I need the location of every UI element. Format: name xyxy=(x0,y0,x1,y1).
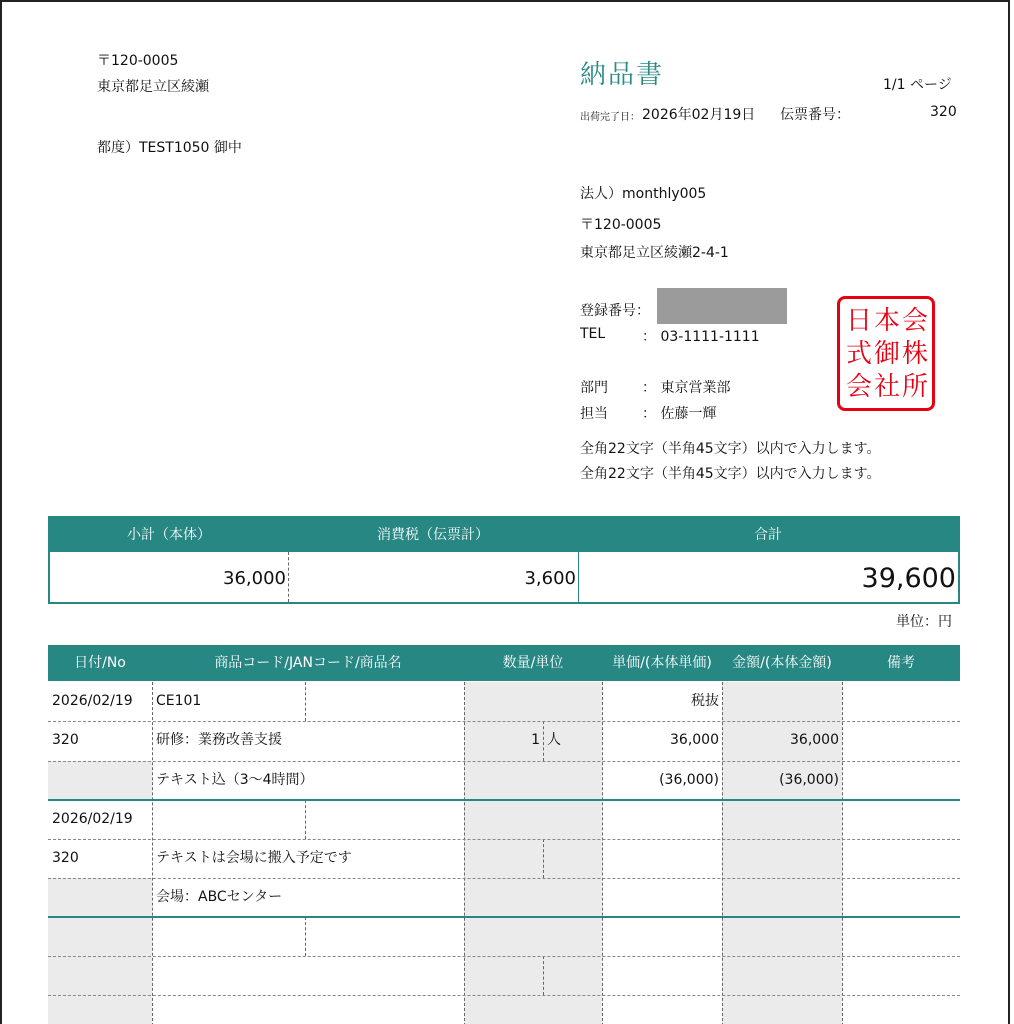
col-divider xyxy=(305,800,306,839)
seal-char: 株 xyxy=(902,338,929,369)
col-divider xyxy=(305,682,306,721)
rep-label: 担当 xyxy=(580,406,608,422)
col-unit-price: 単価/(本体単価) xyxy=(612,655,712,671)
document-title: 納品書 xyxy=(580,60,665,90)
cell-bg xyxy=(48,917,152,1024)
registration-redacted xyxy=(657,288,787,324)
seal-char: 御 xyxy=(874,338,901,369)
registration-label: 登録番号： xyxy=(580,303,650,319)
row-date: 2026/02/19 xyxy=(52,693,133,709)
row-quantity: 1 xyxy=(531,732,540,748)
summary-table xyxy=(48,516,960,604)
row-unit-price-body: (36,000) xyxy=(659,772,719,788)
ship-date-label: 出荷完了日： xyxy=(580,112,640,123)
company-seal xyxy=(837,296,935,411)
row-amount-body: (36,000) xyxy=(779,772,839,788)
seal-char: 会 xyxy=(902,305,929,336)
col-divider xyxy=(543,839,544,878)
sender-address: 東京都足立区綾瀬2-4-1 xyxy=(580,245,729,261)
seal-char: 所 xyxy=(902,371,929,402)
dept-value: ： 東京営業部 xyxy=(642,380,731,396)
col-divider xyxy=(842,682,843,1024)
seal-char: 日 xyxy=(846,305,873,336)
total-header: 合計 xyxy=(754,527,782,543)
page-indicator: 1/1 ページ xyxy=(883,77,952,93)
row-date: 2026/02/19 xyxy=(52,811,133,827)
col-date-no: 日付/No xyxy=(74,655,126,671)
col-divider xyxy=(543,956,544,995)
col-remarks: 備考 xyxy=(887,655,915,671)
detail-table-header xyxy=(48,645,960,681)
row-no: 320 xyxy=(52,850,79,866)
row-unit-price: 36,000 xyxy=(670,732,719,748)
recipient-address: 東京都足立区綾瀬 xyxy=(97,79,209,95)
tax-header: 消費税（伝票計） xyxy=(377,527,489,543)
row-divider xyxy=(48,956,960,957)
row-tax-type: 税抜 xyxy=(691,693,719,709)
dept-label: 部門 xyxy=(580,380,608,396)
col-divider xyxy=(543,721,544,761)
col-divider xyxy=(305,917,306,956)
slip-number: 320 xyxy=(930,104,957,120)
col-product: 商品コード/JANコード/商品名 xyxy=(214,655,402,671)
tax-value: 3,600 xyxy=(524,568,576,589)
seal-char: 会 xyxy=(846,371,873,402)
note-line-2: 全角22文字（半角45文字）以内で入力します。 xyxy=(580,466,881,482)
col-divider xyxy=(152,682,153,1024)
row-product-name: 研修：業務改善支援 xyxy=(156,732,282,748)
cell-bg xyxy=(48,878,152,917)
row-product-name: テキストは会場に搬入予定です xyxy=(156,850,352,866)
recipient-name: 都度）TEST1050 御中 xyxy=(97,140,242,156)
row-unit: 人 xyxy=(547,732,561,748)
slip-number-label: 伝票番号： xyxy=(780,107,850,123)
total-value: 39,600 xyxy=(861,563,956,594)
row-product-code: CE101 xyxy=(156,693,202,709)
seal-char: 式 xyxy=(846,338,873,369)
tel-value: ： 03-1111-1111 xyxy=(642,329,760,345)
tel-label: TEL xyxy=(580,326,606,342)
rep-value: ： 佐藤一輝 xyxy=(642,406,717,422)
note-line-1: 全角22文字（半角45文字）以内で入力します。 xyxy=(580,441,881,457)
row-no: 320 xyxy=(52,732,79,748)
row-amount: 36,000 xyxy=(790,732,839,748)
recipient-postal: 〒120-0005 xyxy=(97,53,179,69)
unit-label: 単位：円 xyxy=(896,614,952,630)
row-product-desc: テキスト込（3〜4時間） xyxy=(156,772,314,788)
col-amount: 金額/(本体金額) xyxy=(732,655,832,671)
row-product-desc: 会場：ABCセンター xyxy=(156,889,283,905)
subtotal-value: 36,000 xyxy=(223,568,286,589)
ship-date: 2026年02月19日 xyxy=(642,107,756,123)
seal-char: 本 xyxy=(874,305,901,336)
sender-postal: 〒120-0005 xyxy=(580,217,662,233)
col-quantity: 数量/単位 xyxy=(502,655,564,671)
seal-char: 社 xyxy=(874,371,901,402)
summary-header xyxy=(50,518,958,552)
subtotal-header: 小計（本体） xyxy=(127,527,211,543)
sender-company: 法人）monthly005 xyxy=(580,186,707,202)
cell-bg xyxy=(48,761,152,800)
row-divider xyxy=(48,995,960,996)
